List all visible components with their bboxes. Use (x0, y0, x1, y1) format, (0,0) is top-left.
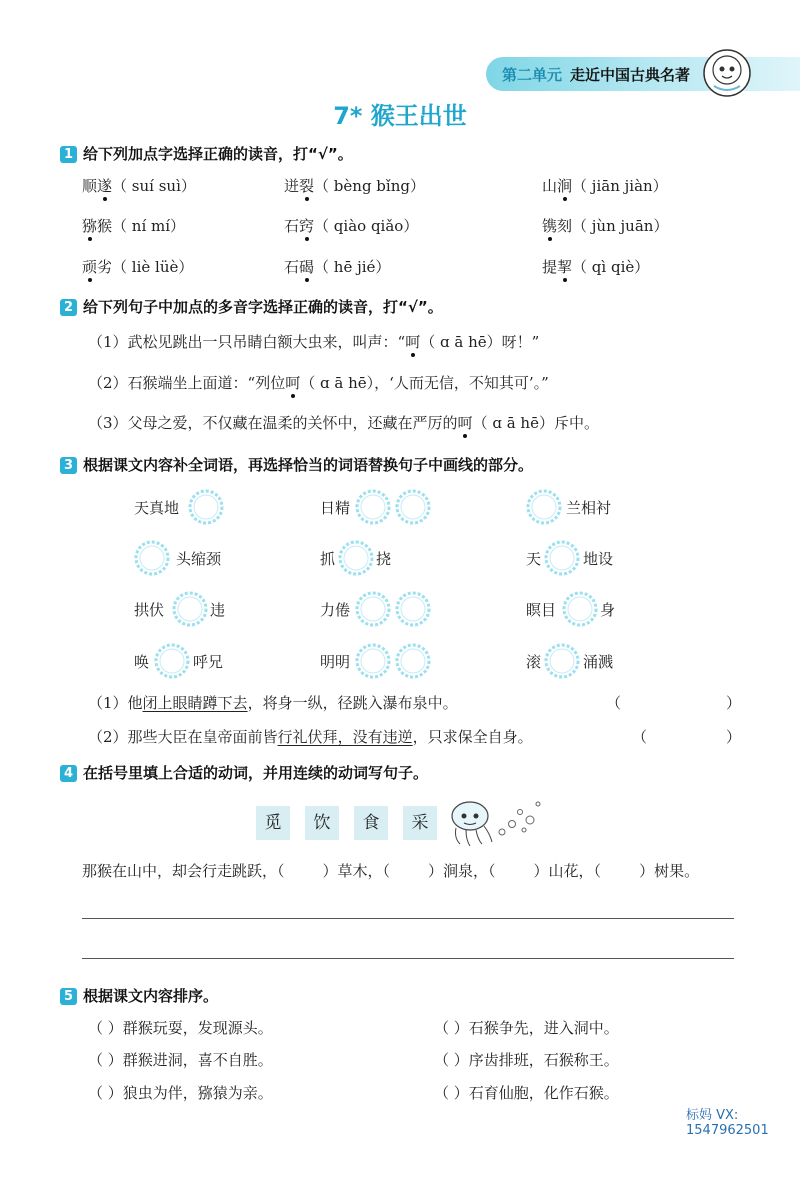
idiom-text: 唤 (134, 653, 150, 671)
idiom-text: 涌溅 (583, 653, 614, 671)
writing-line[interactable] (82, 918, 734, 919)
pinyin-choice-item[interactable] (542, 256, 649, 277)
idiom-text: 违 (210, 601, 226, 619)
blank-flower-box[interactable] (562, 591, 598, 627)
idiom-text: 身 (600, 601, 616, 619)
dotted-char: 裂 (299, 177, 315, 195)
pinyin-choice-item[interactable] (284, 215, 418, 236)
verb-word-box: 饮 (305, 806, 339, 840)
idiom-text: 力倦 (320, 601, 351, 619)
sentence-text[interactable]: （ ɑ ā hē），‘人而无信，不知其可’。” (300, 374, 549, 392)
sentence-text: ）树果。 (639, 862, 700, 880)
watermark-line: 1547962501 (686, 1123, 769, 1138)
idiom-text: 呼兄 (193, 653, 224, 671)
word-char: 石 (284, 217, 300, 235)
pinyin-choice-item[interactable] (82, 256, 193, 277)
word-char: 石 (284, 258, 300, 276)
pinyin-options (299, 258, 390, 276)
dotted-char: 遂 (97, 177, 113, 195)
watermark (686, 1108, 769, 1138)
pinyin-choice-item[interactable] (284, 256, 390, 277)
mascot-icon (702, 48, 752, 98)
pinyin-options: （ suí suì） (112, 177, 196, 195)
underlined-phrase: 没有违逆 (352, 728, 413, 746)
idiom-text: 兰相衬 (566, 499, 612, 517)
watermark-line: 标妈 VX: (686, 1108, 739, 1123)
pinyin-options-text: （ bèng bǐng） (314, 177, 425, 195)
idiom-text: 头缩颈 (176, 550, 222, 568)
pinyin-options (557, 177, 668, 195)
dotted-char: 呵 (457, 414, 473, 432)
question-prompt: 根据课文内容补全词语，再选择恰当的词语替换句子中画线的部分。 (83, 456, 534, 474)
pinyin-choice-item[interactable] (284, 175, 425, 196)
verb-fill-sentence (82, 860, 699, 881)
blank-flower-box[interactable] (544, 540, 580, 576)
idiom-text: 挠 (376, 550, 392, 568)
sentence-text[interactable]: （ ɑ ā hē）呀！” (420, 333, 540, 351)
question-3-heading (60, 454, 533, 475)
idiom-text: 抓 (320, 550, 336, 568)
pinyin-choice-item[interactable] (82, 215, 185, 236)
polyphone-sentence-2 (88, 372, 549, 393)
word-char: 提 (542, 258, 558, 276)
sentence-text: ，将身一纵，径跳入瀑布泉中。 (247, 694, 458, 712)
question-2-heading (60, 296, 443, 317)
idiom-text: 日精 (320, 499, 351, 517)
sentence-text: ）草木，（ (322, 862, 391, 880)
underlined-phrase: 闭上眼睛蹲下去 (142, 694, 248, 712)
word-char: 顺 (82, 177, 98, 195)
pinyin-options: 猴（ ní mí） (97, 217, 186, 235)
unit-theme: 走近中国古典名著 (570, 66, 691, 84)
idiom-text: 拱伏 (134, 601, 165, 619)
order-item[interactable]: （ ）群猴玩耍，发现源头。 (88, 1019, 273, 1037)
writing-line[interactable] (82, 958, 734, 959)
blank-flower-box[interactable] (395, 489, 431, 525)
polyphone-sentence-1 (88, 331, 539, 352)
dotted-char: 碣 (299, 258, 315, 276)
sentence-text: （1）武松见跳出一只吊睛白额大虫来，叫声：“ (88, 333, 406, 351)
question-number: 1 (60, 146, 77, 163)
sentence-text: （3）父母之爱，不仅藏在温柔的关怀中，还藏在严厉的 (88, 414, 458, 432)
question-prompt: 根据课文内容排序。 (83, 987, 219, 1005)
sentence-text: （1）他 (88, 694, 143, 712)
pinyin-choice-item[interactable] (82, 175, 196, 196)
pinyin-options (299, 177, 425, 195)
blank-flower-box[interactable] (355, 489, 391, 525)
pinyin-choice-item[interactable] (542, 215, 668, 236)
dotted-char: 涧 (557, 177, 573, 195)
sentence-text: ）涧泉，（ (428, 862, 496, 880)
idiom-text: 滚 (526, 653, 542, 671)
pinyin-options (557, 258, 649, 276)
order-item[interactable]: （ ）序齿排班，石猴称王。 (434, 1051, 619, 1069)
order-item[interactable]: （ ）狼虫为伴，猕猿为亲。 (88, 1084, 273, 1102)
dotted-char: 呵 (405, 333, 421, 351)
jellyfish-mascot-icon (446, 796, 546, 848)
question-number: 4 (60, 765, 77, 782)
pinyin-options-text: （ qì qiè） (572, 258, 650, 276)
idiom-text: 天真地 (134, 499, 180, 517)
verb-word-box: 食 (354, 806, 388, 840)
pinyin-options-text: （ qiào qiǎo） (314, 217, 419, 235)
dotted-char: 顽 (82, 258, 98, 276)
polyphone-sentence-3 (88, 412, 599, 433)
pinyin-options (299, 217, 418, 235)
sentence-text: （2）那些大臣在皇帝面前皆 (88, 728, 278, 746)
page-title: 7* 猴王出世 (333, 102, 467, 130)
answer-paren-close: ） (726, 694, 742, 712)
question-5-heading (60, 985, 218, 1006)
blank-flower-box[interactable] (355, 591, 391, 627)
word-char: 迸 (284, 177, 300, 195)
dotted-char: 窍 (299, 217, 315, 235)
question-prompt: 在括号里填上合适的动词，并用连续的动词写句子。 (83, 764, 429, 782)
sentence-text: 那猴在山中，却会行走跳跃，（ (82, 862, 285, 880)
order-item[interactable]: （ ）群猴进洞，喜不自胜。 (88, 1051, 273, 1069)
word-char: 山 (542, 177, 558, 195)
blank-flower-box[interactable] (154, 643, 190, 679)
idiom-text: 天 (526, 550, 542, 568)
question-number: 3 (60, 457, 77, 474)
replace-sentence-1 (88, 692, 458, 713)
pinyin-options-text: （ jiān jiàn） (572, 177, 668, 195)
verb-word-box: 觅 (256, 806, 290, 840)
question-number: 2 (60, 299, 77, 316)
dotted-char: 挈 (557, 258, 573, 276)
blank-flower-box[interactable] (544, 643, 580, 679)
sentence-text: ，只求保全自身。 (412, 728, 533, 746)
blank-flower-box[interactable] (338, 540, 374, 576)
dotted-char: 呵 (285, 374, 301, 392)
blank-flower-box[interactable] (355, 643, 391, 679)
sentence-text: ）山花，（ (533, 862, 602, 880)
sentence-text[interactable]: （ ɑ ā hē）斥中。 (472, 414, 599, 432)
blank-flower-box[interactable] (526, 489, 562, 525)
unit-label: 第二单元 (502, 66, 563, 84)
verb-word-box: 采 (403, 806, 437, 840)
answer-paren-close: ） (726, 728, 742, 746)
blank-flower-box[interactable] (395, 643, 431, 679)
blank-flower-box[interactable] (172, 591, 208, 627)
answer-paren-open[interactable]: （ (632, 728, 648, 746)
blank-flower-box[interactable] (134, 540, 170, 576)
unit-banner (486, 57, 800, 91)
dotted-char: 猕 (82, 217, 98, 235)
pinyin-options-text: （ hē jié） (314, 258, 391, 276)
order-item[interactable]: （ ）石育仙胞，化作石猴。 (434, 1084, 619, 1102)
question-1-heading (60, 143, 353, 164)
question-4-heading (60, 762, 428, 783)
pinyin-choice-item[interactable] (542, 175, 668, 196)
sentence-text: ， (337, 728, 353, 746)
dotted-char: 镌 (542, 217, 558, 235)
blank-flower-box[interactable] (395, 591, 431, 627)
idiom-text: 明明 (320, 653, 351, 671)
answer-paren-open[interactable]: （ (606, 694, 622, 712)
idiom-text: 地设 (583, 550, 614, 568)
underlined-phrase: 行礼伏拜 (277, 728, 338, 746)
replace-sentence-2 (88, 726, 533, 747)
pinyin-options: 刻（ jùn juān） (557, 217, 669, 235)
sentence-text: （2）石猴端坐上面道：“列位 (88, 374, 286, 392)
blank-flower-box[interactable] (188, 489, 224, 525)
order-item[interactable]: （ ）石猴争先，进入洞中。 (434, 1019, 619, 1037)
idiom-text: 瞑目 (526, 601, 557, 619)
question-number: 5 (60, 988, 77, 1005)
question-prompt: 给下列加点字选择正确的读音，打“√”。 (83, 145, 353, 163)
pinyin-options: 劣（ liè lüè） (97, 258, 194, 276)
question-prompt: 给下列句子中加点的多音字选择正确的读音，打“√”。 (83, 298, 443, 316)
